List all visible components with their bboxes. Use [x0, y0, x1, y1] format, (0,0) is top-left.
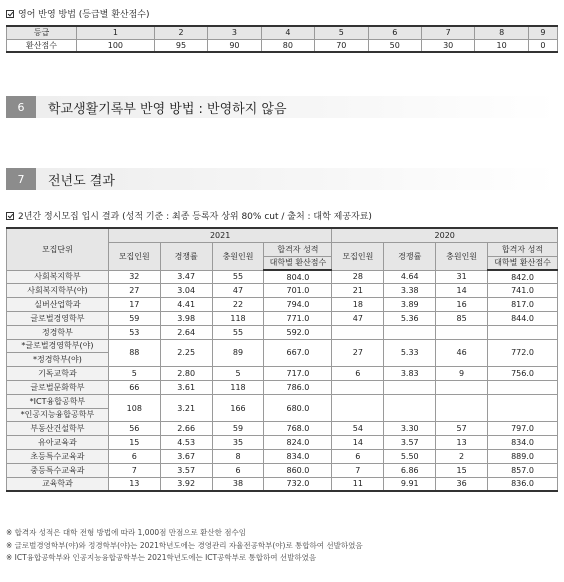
value-cell: 89 [212, 339, 264, 367]
value-cell: 9 [436, 367, 488, 381]
value-cell: 28 [332, 270, 384, 284]
result-table-body [7, 270, 558, 491]
dept-cell: *정경학부(야) [7, 353, 109, 367]
value-cell: 15 [108, 436, 160, 450]
value-cell: 3.47 [160, 270, 212, 284]
value-cell: 3.89 [384, 298, 436, 312]
value-cell: 857.0 [488, 463, 558, 477]
value-cell: 3.83 [384, 367, 436, 381]
score-cell: 0 [528, 39, 557, 52]
dept-cell: 부동산건설학부 [7, 422, 109, 436]
value-cell: 38 [212, 477, 264, 491]
value-cell: 2 [436, 449, 488, 463]
table-row [7, 380, 558, 394]
value-cell [488, 380, 558, 394]
value-cell [436, 325, 488, 339]
dept-cell: 사회복지학부 [7, 270, 109, 284]
footnote: ※ 합격자 성적은 대학 전형 방법에 따라 1,000점 만점으로 환산한 점수임 [6, 528, 246, 537]
dept-header: 모집단위 [7, 228, 109, 270]
value-cell: 54 [332, 422, 384, 436]
grade-cell: 3 [208, 26, 261, 39]
quota-header: 모집인원 [332, 243, 384, 271]
value-cell [332, 325, 384, 339]
score-cell: 95 [154, 39, 207, 52]
dept-cell: *글로벌경영학부(야) [7, 339, 109, 353]
dept-cell: 정경학부 [7, 325, 109, 339]
value-cell [332, 394, 384, 422]
section-7-header [6, 168, 558, 190]
value-cell: 13 [436, 436, 488, 450]
value-cell [332, 380, 384, 394]
value-cell: 768.0 [264, 422, 332, 436]
year-2021-header: 2021 [108, 228, 332, 243]
value-cell: 889.0 [488, 449, 558, 463]
table-row [7, 449, 558, 463]
value-cell: 4.64 [384, 270, 436, 284]
value-cell: 717.0 [264, 367, 332, 381]
value-cell: 741.0 [488, 284, 558, 298]
value-cell: 6 [108, 449, 160, 463]
section-7-number: 7 [6, 168, 36, 190]
value-cell: 794.0 [264, 298, 332, 312]
grade-cell: 6 [368, 26, 421, 39]
value-cell: 2.66 [160, 422, 212, 436]
score-cell: 10 [475, 39, 528, 52]
value-cell: 4.53 [160, 436, 212, 450]
score-cell: 30 [421, 39, 474, 52]
grade-label: 등급 [7, 26, 77, 39]
score-bottom-header: 대학별 환산점수 [488, 256, 558, 270]
grade-header-row [7, 26, 558, 39]
value-cell: 55 [212, 325, 264, 339]
grade-cell: 7 [421, 26, 474, 39]
value-cell: 55 [212, 270, 264, 284]
dept-cell: 초등특수교육과 [7, 449, 109, 463]
value-cell: 46 [436, 339, 488, 367]
value-cell: 836.0 [488, 477, 558, 491]
value-cell: 5.36 [384, 311, 436, 325]
value-cell: 824.0 [264, 436, 332, 450]
dept-cell: 글로벌경영학부 [7, 311, 109, 325]
value-cell: 592.0 [264, 325, 332, 339]
table-row [7, 367, 558, 381]
year-2020-header: 2020 [332, 228, 558, 243]
grade-section-title-text: 영어 반영 방법 (등급별 환산점수) [18, 10, 150, 20]
value-cell [384, 325, 436, 339]
section-6-number: 6 [6, 96, 36, 118]
value-cell: 53 [108, 325, 160, 339]
value-cell: 14 [436, 284, 488, 298]
value-cell: 31 [436, 270, 488, 284]
ratio-header: 경쟁률 [160, 243, 212, 271]
table-row [7, 270, 558, 284]
dept-cell: 중등특수교육과 [7, 463, 109, 477]
grade-cell: 4 [261, 26, 314, 39]
value-cell: 756.0 [488, 367, 558, 381]
score-top-header: 합격자 성적 [488, 243, 558, 257]
value-cell: 3.61 [160, 380, 212, 394]
admission-result-table [6, 227, 558, 492]
checkbox-icon [6, 10, 14, 18]
result-section-title-text: 2년간 정시모집 입시 결과 (성적 기준 : 최종 등록자 상위 80% cut / 출처 : 대학 제공자료) [18, 212, 372, 222]
value-cell: 17 [108, 298, 160, 312]
section-6-header [6, 96, 558, 118]
dept-cell: *인공지능융합공학부 [7, 408, 109, 422]
value-cell: 3.92 [160, 477, 212, 491]
value-cell: 844.0 [488, 311, 558, 325]
value-cell: 3.57 [384, 436, 436, 450]
value-cell: 35 [212, 436, 264, 450]
value-cell [436, 380, 488, 394]
dept-cell: 사회복지학부(야) [7, 284, 109, 298]
value-cell: 3.04 [160, 284, 212, 298]
english-grade-table [6, 25, 558, 53]
value-cell: 18 [332, 298, 384, 312]
grade-section-title [6, 7, 150, 20]
score-top-header: 합격자 성적 [264, 243, 332, 257]
table-row [7, 422, 558, 436]
table-row [7, 311, 558, 325]
value-cell: 27 [332, 339, 384, 367]
dept-cell: 글로벌문화학부 [7, 380, 109, 394]
value-cell: 7 [332, 463, 384, 477]
table-row [7, 325, 558, 339]
score-label: 환산점수 [7, 39, 77, 52]
value-cell: 57 [436, 422, 488, 436]
extra-header: 충원인원 [212, 243, 264, 271]
value-cell: 3.67 [160, 449, 212, 463]
dept-cell: 교육학과 [7, 477, 109, 491]
grade-score-row [7, 39, 558, 52]
ratio-header: 경쟁률 [384, 243, 436, 271]
value-cell: 834.0 [488, 436, 558, 450]
footnotes [6, 527, 363, 565]
grade-cell: 2 [154, 26, 207, 39]
value-cell: 5.33 [384, 339, 436, 367]
value-cell: 667.0 [264, 339, 332, 367]
value-cell: 56 [108, 422, 160, 436]
score-cell: 50 [368, 39, 421, 52]
value-cell [488, 394, 558, 422]
value-cell: 834.0 [264, 449, 332, 463]
table-row [7, 284, 558, 298]
value-cell [384, 380, 436, 394]
value-cell: 2.80 [160, 367, 212, 381]
value-cell: 3.30 [384, 422, 436, 436]
value-cell [384, 394, 436, 422]
dept-cell: 유아교육과 [7, 436, 109, 450]
value-cell: 2.25 [160, 339, 212, 367]
score-cell: 80 [261, 39, 314, 52]
checkbox-icon [6, 212, 14, 220]
value-cell: 16 [436, 298, 488, 312]
footnote: ※ 글로벌경영학부(야)와 정경학부(야)는 2021학년도에는 경영관리 자율전공학부(야)로 통합하여 선발하였음 [6, 540, 363, 550]
value-cell: 7 [108, 463, 160, 477]
value-cell: 22 [212, 298, 264, 312]
dept-cell: *ICT융합공학부 [7, 394, 109, 408]
header-row-years [7, 228, 558, 243]
table-row [7, 436, 558, 450]
value-cell: 3.21 [160, 394, 212, 422]
value-cell: 732.0 [264, 477, 332, 491]
value-cell: 85 [436, 311, 488, 325]
grade-cell: 5 [315, 26, 368, 39]
value-cell: 772.0 [488, 339, 558, 367]
table-row [7, 463, 558, 477]
table-row [7, 477, 558, 491]
value-cell: 27 [108, 284, 160, 298]
table-row [7, 298, 558, 312]
value-cell: 2.64 [160, 325, 212, 339]
value-cell: 842.0 [488, 270, 558, 284]
value-cell: 32 [108, 270, 160, 284]
footnote: ※ ICT융합공학부와 인공지능융합공학부는 2021학년도에는 ICT공학부로 통합하여 선발하였음 [6, 553, 317, 562]
value-cell: 118 [212, 380, 264, 394]
value-cell: 5 [108, 367, 160, 381]
dept-cell: 실버산업학과 [7, 298, 109, 312]
value-cell: 786.0 [264, 380, 332, 394]
value-cell: 6 [332, 449, 384, 463]
value-cell: 6 [332, 367, 384, 381]
section-7-title: 전년도 결과 [48, 173, 115, 189]
score-cell: 70 [315, 39, 368, 52]
table-row [7, 394, 558, 408]
value-cell: 771.0 [264, 311, 332, 325]
table-row [7, 339, 558, 353]
value-cell: 88 [108, 339, 160, 367]
value-cell: 6.86 [384, 463, 436, 477]
value-cell: 66 [108, 380, 160, 394]
grade-cell: 1 [77, 26, 155, 39]
value-cell [436, 394, 488, 422]
value-cell: 3.98 [160, 311, 212, 325]
value-cell: 680.0 [264, 394, 332, 422]
value-cell: 701.0 [264, 284, 332, 298]
value-cell: 21 [332, 284, 384, 298]
value-cell: 118 [212, 311, 264, 325]
value-cell: 817.0 [488, 298, 558, 312]
value-cell: 804.0 [264, 270, 332, 284]
value-cell: 166 [212, 394, 264, 422]
score-cell: 90 [208, 39, 261, 52]
value-cell: 8 [212, 449, 264, 463]
section-6-title: 학교생활기록부 반영 방법 : 반영하지 않음 [48, 101, 287, 117]
score-cell: 100 [77, 39, 155, 52]
value-cell: 13 [108, 477, 160, 491]
value-cell: 4.41 [160, 298, 212, 312]
value-cell: 59 [108, 311, 160, 325]
dept-cell: 기독교학과 [7, 367, 109, 381]
value-cell: 36 [436, 477, 488, 491]
value-cell: 3.57 [160, 463, 212, 477]
value-cell: 5 [212, 367, 264, 381]
value-cell: 860.0 [264, 463, 332, 477]
extra-header: 충원인원 [436, 243, 488, 271]
value-cell: 47 [332, 311, 384, 325]
value-cell: 47 [212, 284, 264, 298]
value-cell [488, 325, 558, 339]
value-cell: 59 [212, 422, 264, 436]
grade-cell: 8 [475, 26, 528, 39]
value-cell: 3.38 [384, 284, 436, 298]
score-bottom-header: 대학별 환산점수 [264, 256, 332, 270]
value-cell: 108 [108, 394, 160, 422]
value-cell: 9.91 [384, 477, 436, 491]
grade-cell: 9 [528, 26, 557, 39]
value-cell: 15 [436, 463, 488, 477]
value-cell: 11 [332, 477, 384, 491]
value-cell: 797.0 [488, 422, 558, 436]
value-cell: 6 [212, 463, 264, 477]
value-cell: 5.50 [384, 449, 436, 463]
value-cell: 14 [332, 436, 384, 450]
quota-header: 모집인원 [108, 243, 160, 271]
result-section-title [6, 209, 372, 222]
